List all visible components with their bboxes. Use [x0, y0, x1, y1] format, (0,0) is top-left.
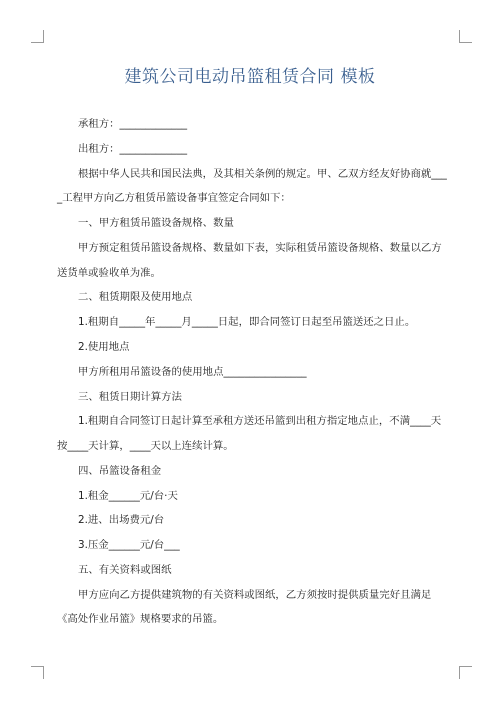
section-2-item-1: 1.租期自_____年_____月_____日起，即合同签订日起至吊篮送还之日止。 [78, 316, 416, 328]
section-4-item-2: 2.进、出场费元/台 [78, 514, 165, 526]
section-1-heading: 一、甲方租赁吊篮设备规格、数量 [78, 217, 234, 229]
document-title: 建筑公司电动吊篮租赁合同 模板 [124, 67, 376, 87]
section-2-heading: 二、租赁期限及使用地点 [78, 291, 193, 303]
section-3-item-1-line-1: 1.租期自合同签订日起计算至承租方送还吊篮到出租方指定地点止，不满____天 [78, 415, 442, 427]
corner-mark-top-right [459, 30, 472, 43]
section-4-item-1: 1.租金______元/台·天 [78, 490, 178, 502]
section-4-item-3: 3.压金______元/台___ [78, 539, 180, 551]
corner-mark-bottom-right [459, 666, 472, 679]
corner-mark-top-left [31, 30, 44, 43]
section-2-location-line: 甲方所租用吊篮设备的使用地点________________ [78, 366, 307, 378]
section-1-text-line-2: 送货单或验收单为准。 [57, 267, 161, 279]
section-5-heading: 五、有关资料或图纸 [78, 564, 172, 576]
preamble-line-2: _工程甲方向乙方租赁吊篮设备事宜签定合同如下： [57, 192, 291, 204]
section-2-item-2: 2.使用地点 [78, 341, 130, 353]
section-3-item-1-line-2: 按____天计算，____天以上连续计算。 [57, 440, 234, 452]
lessee-line: 承租方：_____________ [78, 118, 188, 130]
preamble-line-1: 根据中华人民共和国民法典，及其相关条例的规定。甲、乙双方经友好协商就___ [78, 168, 447, 180]
section-5-text-line-2: 《高处作业吊篮》规格要求的吊篮。 [57, 613, 224, 625]
corner-mark-bottom-left [31, 666, 44, 679]
section-5-text-line-1: 甲方应向乙方提供建筑物的有关资料或图纸，乙方须按时提供质量完好且满足 [78, 589, 432, 601]
section-1-text-line-1: 甲方预定租赁吊篮设备规格、数量如下表，实际租赁吊篮设备规格、数量以乙方 [78, 242, 442, 254]
section-3-heading: 三、租赁日期计算方法 [78, 391, 182, 403]
lessor-line: 出租方：_____________ [78, 143, 188, 155]
section-4-heading: 四、吊篮设备租金 [78, 465, 162, 477]
